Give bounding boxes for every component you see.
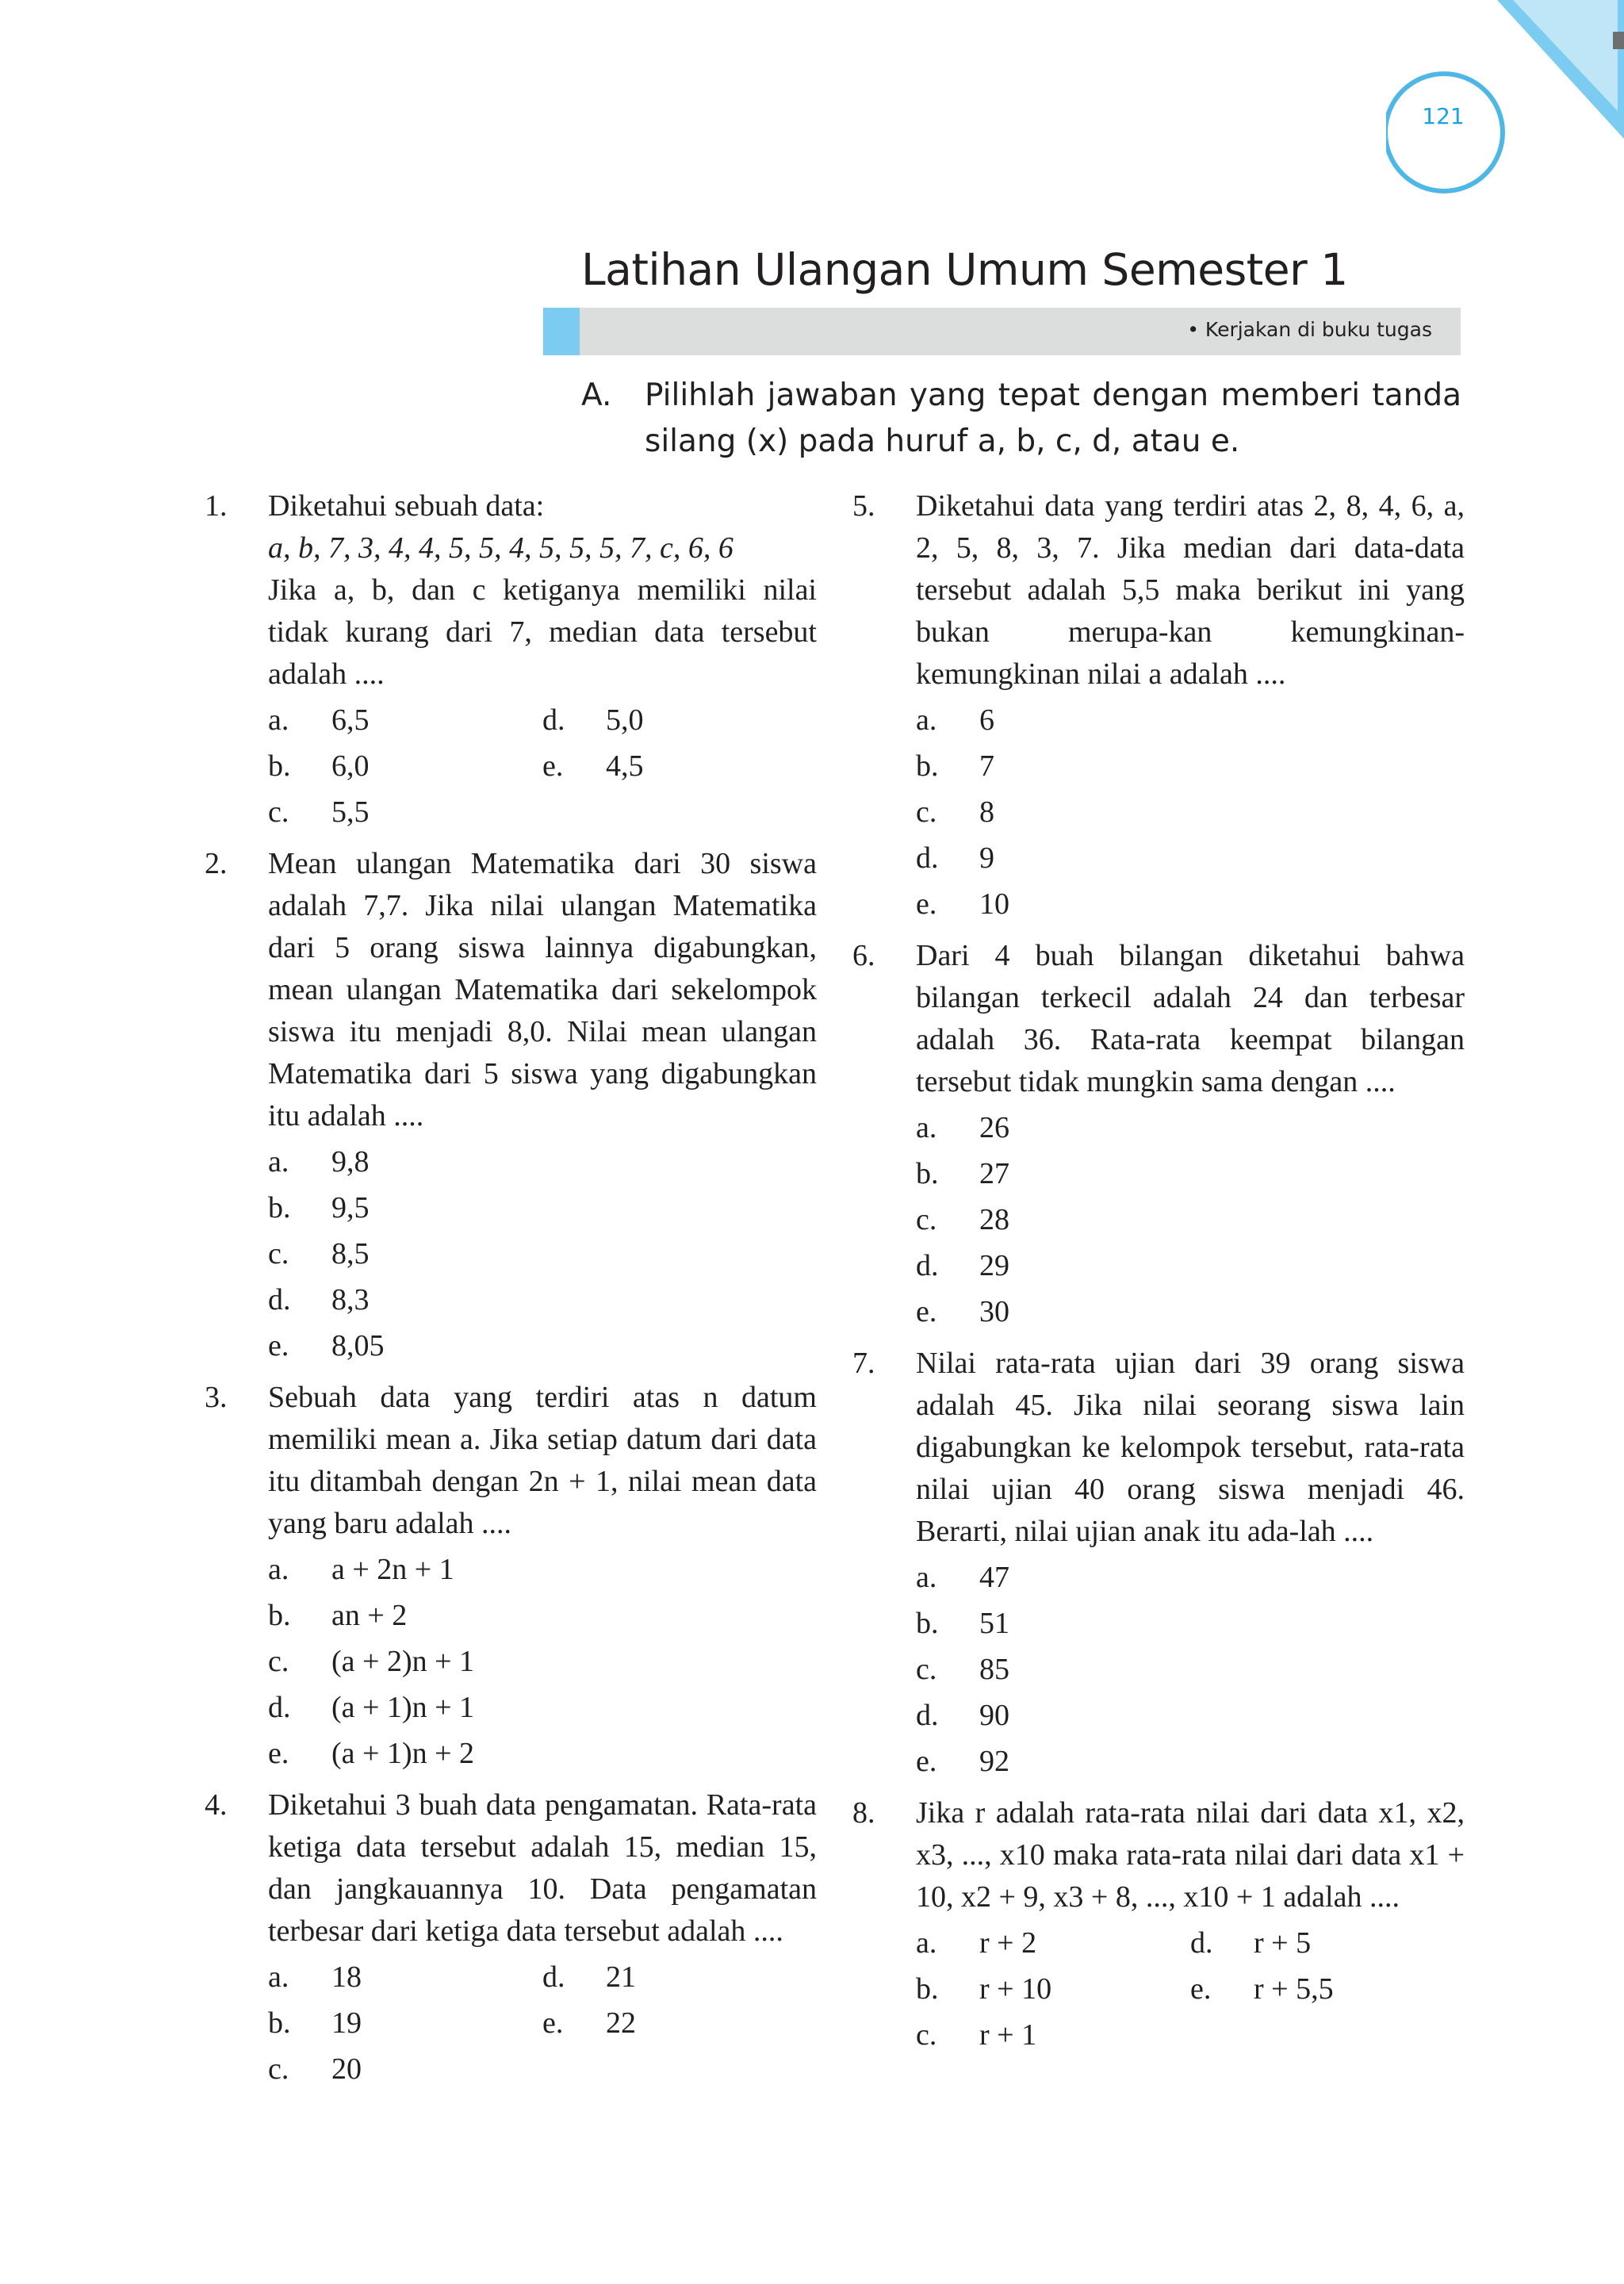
option-c[interactable]: c. 8 [916, 795, 994, 829]
question-8 [852, 1792, 1465, 2058]
question-text: Sebuah data yang terdiri atas n datum memiliki mean a. Jika setiap datum dari data itu ditambah dengan 2n + 1, nilai mean data yang baru adalah .... [268, 1381, 817, 1540]
question-6 [852, 935, 1465, 1335]
option-b[interactable]: b. 7 [916, 749, 994, 783]
question-7 [852, 1343, 1465, 1784]
question-1 [205, 485, 817, 835]
option-a[interactable]: a. 26 [916, 1111, 1009, 1144]
answer-options [268, 697, 817, 835]
option-b[interactable]: b. r + 10 [916, 1972, 1052, 2006]
answer-options [268, 1954, 817, 2092]
option-e[interactable]: e. (a + 1)n + 2 [268, 1737, 475, 1770]
section-label: A. [581, 377, 612, 413]
section-instruction: Pilihlah jawaban yang tepat dengan memberi tanda silang (x) pada huruf a, b, c, d, atau e. [645, 377, 1461, 459]
answer-options [916, 1920, 1465, 2058]
option-e[interactable]: e. 10 [916, 887, 1009, 921]
page-number: 121 [1422, 103, 1465, 129]
option-b[interactable]: b. 9,5 [268, 1191, 370, 1224]
question-2 [205, 843, 817, 1369]
question-text: Dari 4 buah bilangan diketahui bahwa bilangan terkecil adalah 24 dan terbesar adalah 36. Rata-rata keempat bilangan tersebut tidak mungkin sama dengan .... [916, 939, 1465, 1098]
question-text: Diketahui 3 buah data pengamatan. Rata-rata ketiga data tersebut adalah 15, median 15, dan jangkauannya 10. Data pengamatan terbesar dari ketiga data tersebut adalah .... [268, 1788, 817, 1948]
option-c[interactable]: c. 5,5 [268, 795, 370, 829]
option-b[interactable]: b. 27 [916, 1157, 1009, 1190]
option-d[interactable]: d. 5,0 [542, 703, 644, 737]
option-d[interactable]: d. 8,3 [268, 1283, 370, 1316]
question-number: 3. [205, 1381, 228, 1414]
page-title: Latihan Ulangan Umum Semester 1 [581, 244, 1348, 295]
question-text: Jika a, b, dan c ketiganya memiliki nilai tidak kurang dari 7, median data tersebut adalah .... [268, 573, 817, 691]
question-text: Jika r adalah rata-rata nilai dari data x1, x2, x3, ..., x10 maka rata-rata nilai dari data x1 + 10, x2 + 9, x3 + 8, ..., x10 + 1 adalah .... [916, 1796, 1465, 1914]
option-a[interactable]: a. r + 2 [916, 1926, 1037, 1960]
answer-options [268, 1139, 817, 1369]
option-c[interactable]: c. 20 [268, 2052, 362, 2086]
option-e[interactable]: e. 92 [916, 1745, 1009, 1778]
question-4 [205, 1784, 817, 2092]
question-number: 5. [852, 489, 875, 523]
option-d[interactable]: d. 9 [916, 841, 994, 875]
option-d[interactable]: d. 21 [542, 1960, 636, 1994]
banner-accent [543, 308, 580, 355]
option-d[interactable]: d. r + 5 [1190, 1926, 1312, 1960]
question-number: 6. [852, 939, 875, 972]
option-e[interactable]: e. 22 [542, 2006, 636, 2040]
option-e[interactable]: e. r + 5,5 [1190, 1972, 1334, 2006]
banner-note: • Kerjakan di buku tugas [1187, 318, 1432, 341]
question-number: 8. [852, 1796, 875, 1830]
option-b[interactable]: b. 51 [916, 1607, 1009, 1640]
option-d[interactable]: d. 90 [916, 1699, 1009, 1732]
question-3 [205, 1377, 817, 1776]
right-column [852, 485, 1465, 2066]
option-c[interactable]: c. (a + 2)n + 1 [268, 1645, 475, 1678]
option-b[interactable]: b. 6,0 [268, 749, 370, 783]
option-e[interactable]: e. 30 [916, 1295, 1009, 1328]
option-a[interactable]: a. 6,5 [268, 703, 370, 737]
answer-options [916, 697, 1465, 927]
answer-options [268, 1546, 817, 1776]
option-c[interactable]: c. 85 [916, 1653, 1009, 1686]
option-e[interactable]: e. 4,5 [542, 749, 644, 783]
question-text: Diketahui sebuah data: [268, 489, 545, 523]
option-a[interactable]: a. 18 [268, 1960, 362, 1994]
answer-options [916, 1554, 1465, 1784]
question-number: 2. [205, 847, 228, 880]
option-a[interactable]: a. 47 [916, 1561, 1009, 1594]
option-b[interactable]: b. an + 2 [268, 1599, 408, 1632]
option-c[interactable]: c. r + 1 [916, 2018, 1037, 2052]
left-column [205, 485, 817, 2100]
question-number: 4. [205, 1788, 228, 1822]
option-c[interactable]: c. 8,5 [268, 1237, 370, 1270]
question-text: Mean ulangan Matematika dari 30 siswa adalah 7,7. Jika nilai ulangan Matematika dari 5 orang siswa lainnya digabungkan, mean ulangan Matematika dari sekelompok siswa itu menjadi 8,0. Nilai mean ulangan Matematika dari 5 siswa yang digabungkan itu adalah .... [268, 847, 817, 1132]
option-b[interactable]: b. 19 [268, 2006, 362, 2040]
option-d[interactable]: d. (a + 1)n + 1 [268, 1691, 475, 1724]
section-heading [581, 373, 1461, 465]
option-a[interactable]: a. a + 2n + 1 [268, 1553, 454, 1586]
instruction-banner [543, 308, 1461, 355]
question-text: Nilai rata-rata ujian dari 39 orang siswa adalah 45. Jika nilai seorang siswa lain digabungkan ke kelompok tersebut, rata-rata nilai ujian 40 orang siswa menjadi 46. Berarti, nilai ujian anak itu ada-lah .... [916, 1347, 1465, 1548]
question-number: 1. [205, 489, 228, 523]
option-e[interactable]: e. 8,05 [268, 1329, 385, 1362]
option-c[interactable]: c. 28 [916, 1203, 1009, 1236]
answer-options [916, 1105, 1465, 1335]
question-data: a, b, 7, 3, 4, 4, 5, 5, 4, 5, 5, 5, 7, c, 6, 6 [268, 531, 733, 565]
option-a[interactable]: a. 6 [916, 703, 994, 737]
option-a[interactable]: a. 9,8 [268, 1145, 370, 1178]
question-number: 7. [852, 1347, 875, 1380]
question-text: Diketahui data yang terdiri atas 2, 8, 4, 6, a, 2, 5, 8, 3, 7. Jika median dari data-data tersebut adalah 5,5 maka berikut ini yang bukan merupa-kan kemungkinan-kemungkinan nilai a adalah .... [916, 489, 1465, 691]
option-d[interactable]: d. 29 [916, 1249, 1009, 1282]
question-5 [852, 485, 1465, 927]
